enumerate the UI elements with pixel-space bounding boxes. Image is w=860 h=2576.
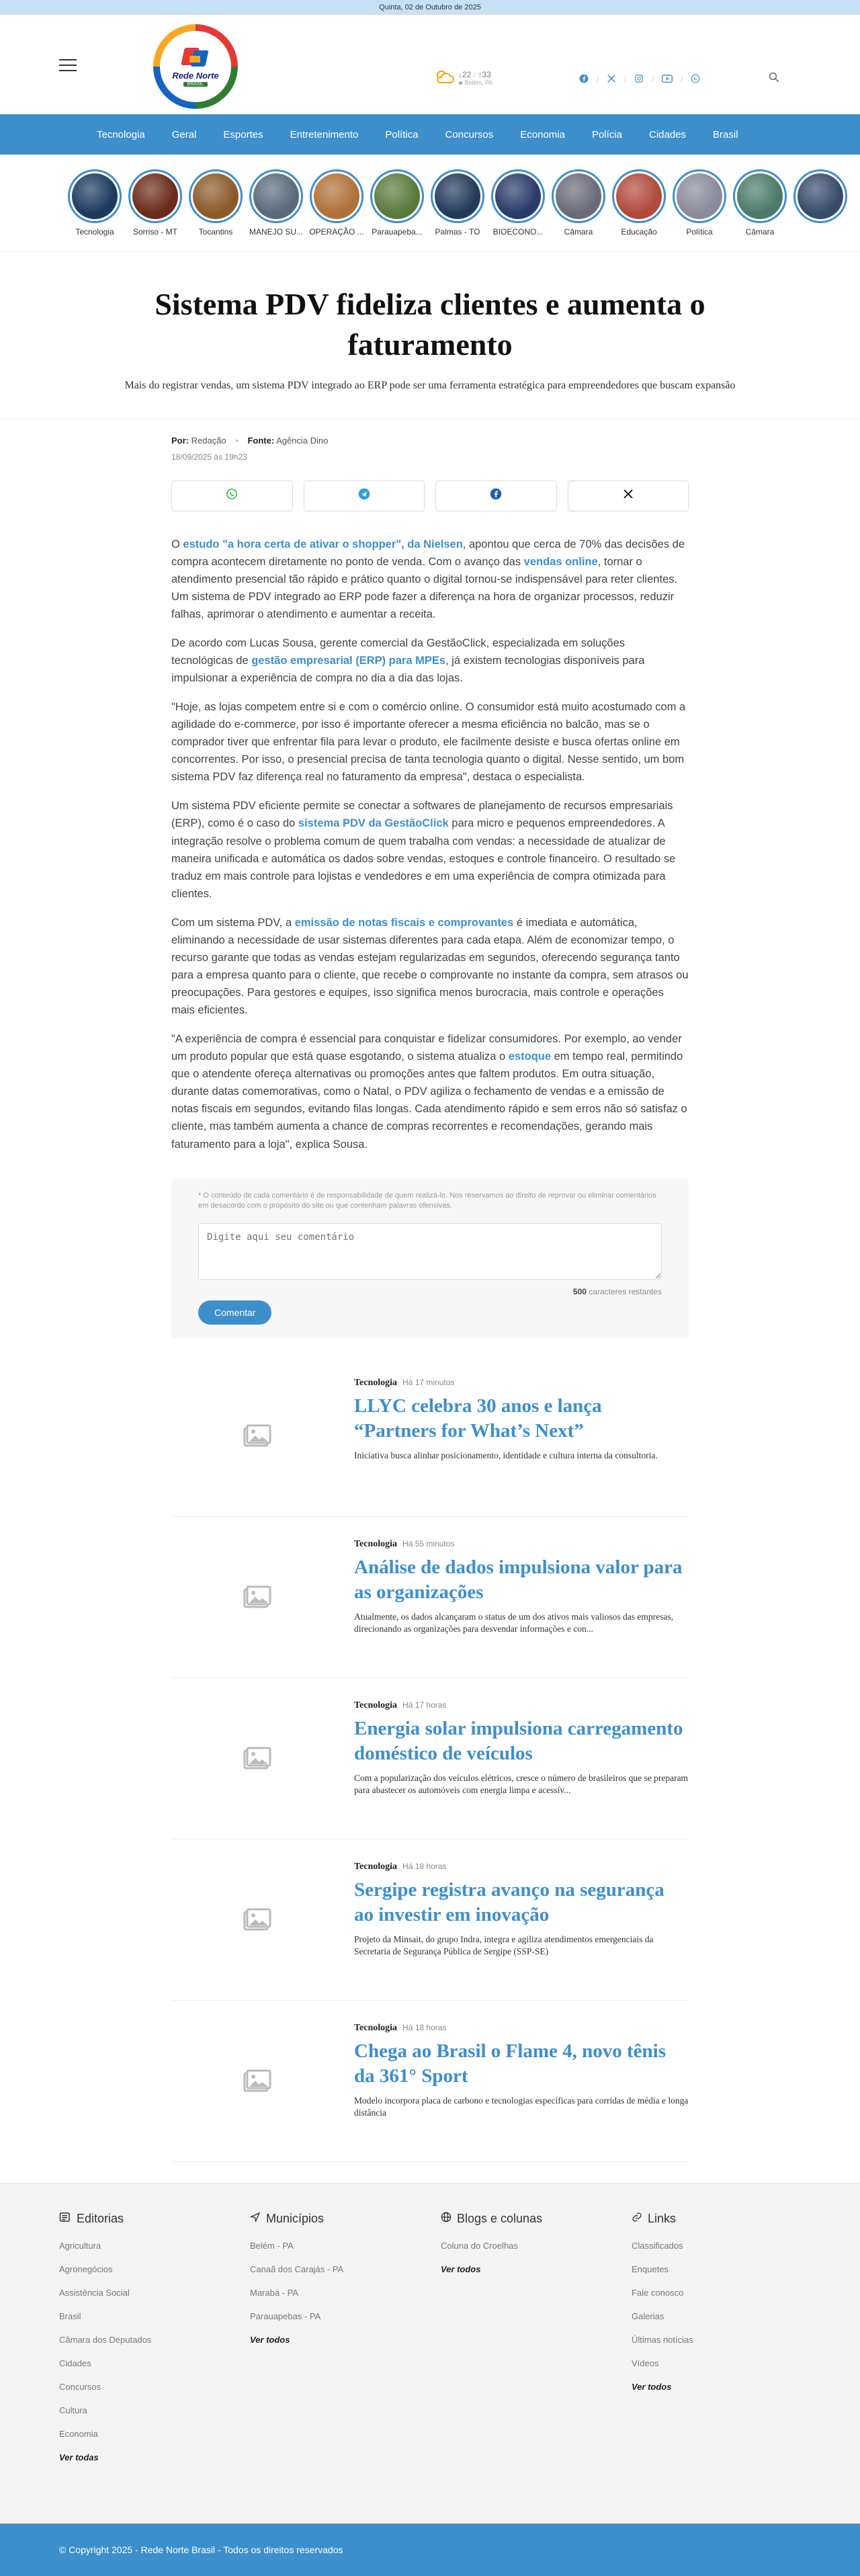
story-label: Parauapeba... [372, 227, 423, 237]
story-item[interactable] [306, 169, 367, 251]
telegram-icon [358, 488, 370, 503]
story-label: MANEJO SU... [249, 227, 303, 237]
invoice-link[interactable]: emissão de notas fiscais e comprovantes [294, 916, 514, 929]
footer-link[interactable]: Brasil [59, 2311, 81, 2321]
footer-link[interactable]: Últimas notícias [632, 2335, 693, 2345]
story-item[interactable] [488, 169, 548, 251]
related-title[interactable]: LLYC celebra 30 anos e lança “Partners for What’s Next” [354, 1395, 602, 1442]
char-count: 500 [572, 1287, 587, 1297]
stock-link[interactable]: estoque [508, 1050, 552, 1063]
facebook-icon[interactable] [579, 74, 589, 85]
nav-item-esportes[interactable]: Esportes [223, 128, 263, 140]
related-time: Há 18 horas [402, 1862, 447, 1872]
nav-item-concursos[interactable]: Concursos [445, 128, 494, 140]
related-description: Atualmente, os dados alcançaram o status de um dos ativos mais valiosos das empresas, direcionando as organizações para desvendar informações e con... [354, 1611, 674, 1634]
weather-max: 33 [482, 69, 491, 79]
link-icon [632, 2212, 642, 2226]
related-news [171, 1356, 689, 2162]
share-facebook-button[interactable] [435, 481, 557, 511]
story-avatar [68, 169, 122, 223]
story-label: Política [686, 227, 713, 237]
footer-col-editorias [59, 2212, 250, 2476]
story-item[interactable] [185, 169, 246, 251]
footer-col-blogs [441, 2212, 632, 2476]
related-category[interactable]: Tecnologia [354, 1862, 398, 1872]
footer-link[interactable]: Cultura [59, 2405, 87, 2415]
copyright-bar [0, 2524, 860, 2576]
footer-link[interactable]: Vídeos [632, 2358, 659, 2368]
stories-strip [0, 155, 860, 252]
menu-icon[interactable] [59, 59, 77, 71]
nav-item-tecnologia[interactable]: Tecnologia [97, 128, 145, 140]
nav-item-brasil[interactable]: Brasil [713, 128, 738, 140]
footer-link[interactable]: Economia [59, 2429, 98, 2439]
article-paragraph: De acordo com Lucas Sousa, gerente comercial da GestãoClick, especializada em soluções tecnológicas de gestão empresarial (ERP) para MPEs, já existem tecnologias disponíveis para impulsionar a experiência de compra no dia a dia das lojas. [171, 636, 645, 685]
weather-city: Belém, PA [464, 79, 493, 86]
related-article[interactable] [171, 1678, 689, 1839]
erp-link[interactable]: gestão empresarial (ERP) para MPEs [251, 654, 446, 667]
footer-link[interactable]: Agronegócios [59, 2264, 113, 2274]
related-time: Há 55 minutos [402, 1539, 455, 1549]
story-label: Tecnologia [75, 227, 114, 237]
story-item[interactable] [427, 169, 488, 251]
nav-item-economia[interactable]: Economia [520, 128, 565, 140]
footer-link[interactable]: Coluna do Croelhas [441, 2241, 518, 2251]
nav-item-politica[interactable]: Política [385, 128, 419, 140]
partly-cloudy-icon [434, 69, 454, 87]
footer-link[interactable]: Cidades [59, 2358, 91, 2368]
related-time: Há 17 minutos [402, 1378, 455, 1388]
logo-text: Rede Norte [172, 71, 219, 81]
related-article[interactable] [171, 2001, 689, 2162]
youtube-icon[interactable] [662, 74, 673, 85]
nav-item-cidades[interactable]: Cidades [648, 128, 687, 140]
comment-button[interactable]: Comentar [198, 1300, 271, 1325]
story-avatar [249, 169, 303, 223]
see-all-blogs-link[interactable]: Ver todos [441, 2264, 481, 2274]
share-bar [171, 481, 689, 511]
footer-heading: Blogs e colunas [457, 2212, 543, 2225]
weather-min-arrow-icon: ↓ [458, 69, 462, 79]
nav-item-policia[interactable]: Polícia [591, 128, 622, 140]
site-header [0, 15, 860, 114]
footer-link[interactable]: Fale conosco [632, 2288, 684, 2298]
story-avatar [431, 169, 484, 223]
story-item[interactable] [367, 169, 427, 251]
article-paragraph: O estudo "a hora certa de ativar o shopper", da Nielsen, apontou que cerca de 70% das decisões de compra acontecem diretamente no ponto de venda. Com o avanço das vendas online, tornar o atendimento presencial tão rápido e prático quanto o digital tornou-se indispensável para reter clientes. Um sistema de PDV integrado ao ERP pode fazer a diferença na hora de organizar processos, reduzir falhas, aprimorar o atendimento e aumentar a receita. [171, 538, 685, 620]
footer-heading: Links [648, 2212, 677, 2225]
article-body [171, 536, 689, 1153]
article-date: 18/09/2025 às 19h23 [171, 452, 247, 462]
article-subtitle: Mais do registrar vendas, um sistema PDV integrado ao ERP pode ser uma ferramenta estratégica para empreendedores que buscam expansão [124, 379, 736, 391]
article-paragraph: "A experiência de compra é essencial para conquistar e fidelizar consumidores. Por exemplo, ao vender um produto popular que está quase esgotando, o sistema atualiza o estoque em tempo real, permitindo que o atendente ofereça alternativas ou promoções antes que faltem produtos. Em outra situação, durante datas comemorativas, como o Natal, o PDV agiliza o fechamento de vendas e a emissão de notas fiscais em segundos, evitando filas longas. Cada atendimento rápido e sem erros não só satisfaz o cliente, mas também aumenta a chance de compras recorrentes e recomendações, gerando mais faturamento para a loja", explica Sousa. [171, 1033, 687, 1151]
footer-link[interactable]: Belém - PA [250, 2241, 294, 2251]
story-avatar [491, 169, 545, 223]
footer-link[interactable]: Parauapebas - PA [250, 2311, 321, 2321]
related-article[interactable] [171, 1839, 689, 2001]
source-value: Agência Dino [276, 435, 329, 446]
image-placeholder-icon[interactable] [171, 1860, 342, 1981]
weather-widget: ↓22 / ↑33 ◆ Belém, PA [434, 69, 492, 87]
copyright-text: © Copyright 2025 - Rede Norte Brasil - Todos os direitos reservados [59, 2544, 343, 2555]
article-title: Sistema PDV fideliza clientes e aumenta o faturamento [155, 287, 705, 362]
online-sales-link[interactable]: vendas online [523, 555, 598, 568]
story-avatar [612, 169, 666, 223]
comments-section [171, 1179, 689, 1339]
footer-link[interactable]: Classificados [632, 2241, 683, 2251]
story-avatar [673, 169, 726, 223]
footer-col-municipios [250, 2212, 441, 2476]
pdv-system-link[interactable]: sistema PDV da GestãoClick [298, 817, 449, 830]
weather-min: 22 [462, 69, 472, 79]
story-item[interactable] [609, 169, 669, 251]
image-placeholder-icon[interactable] [171, 2021, 342, 2142]
comments-disclaimer: * O conteúdo de cada comentário é de responsabilidade de quem realizá-lo. Nos reservamos ao direito de reprovar ou eliminar comentários em desacordo com o propósito do site ou que contenham palavras ofensivas. [198, 1191, 656, 1210]
related-description: Com a popularização dos veículos elétricos, cresce o número de brasileiros que se preparam para abastecer os automóveis com energia limpa e acessív... [354, 1772, 689, 1796]
byline-author: Redação [191, 435, 226, 446]
story-item[interactable] [730, 169, 790, 251]
logo-subtext: BRASIL [183, 82, 208, 87]
current-date: Quinta, 02 de Outubro de 2025 [379, 3, 481, 11]
related-category[interactable]: Tecnologia [354, 1700, 398, 1711]
see-all-editorias-link[interactable]: Ver todas [59, 2452, 99, 2462]
story-item[interactable] [548, 169, 609, 251]
story-label: Palmas - TO [435, 227, 480, 237]
share-whatsapp-button[interactable] [171, 481, 293, 511]
related-description: Iniciativa busca alinhar posicionamento, identidade e cultura interna da consultoria. [354, 1450, 658, 1460]
see-all-links-link[interactable]: Ver todos [632, 2382, 672, 2392]
source-label: Fonte: [247, 435, 275, 446]
related-title[interactable]: Análise de dados impulsiona valor para as organizações [354, 1556, 683, 1604]
related-article[interactable] [171, 1517, 689, 1678]
top-date-bar [0, 0, 860, 15]
related-category[interactable]: Tecnologia [354, 1378, 398, 1388]
footer-col-links [632, 2212, 822, 2476]
footer-link[interactable]: Enquetes [632, 2264, 669, 2274]
byline: Por: Redação • Fonte: Agência Dino [171, 435, 329, 446]
related-description: Projeto da Minsait, do grupo Indra, integra e agiliza atendimentos emergenciais da Secretaria de Segurança Pública de Sergipe (SSP-SE) [354, 1934, 654, 1957]
story-avatar [793, 169, 847, 223]
article-paragraph: "Hoje, as lojas competem entre si e com o comércio online. O consumidor está muito acostumado com a agilidade do e-commerce, por isso é importante oferecer a mesma eficiência no balcão, mas se o comprador tiver que enfrentar fila para levar o produto, ele facilmente desiste e busca ofertas online em concorrentes. Por isso, o presencial precisa de tanta tecnologia quanto o digital. Nesse sentido, um bom sistema PDV faz diferença real no faturamento da empresa", destaca o especialista. [171, 701, 686, 784]
byline-label: Por: [171, 435, 189, 446]
story-avatar [552, 169, 605, 223]
instagram-icon[interactable] [634, 74, 644, 85]
related-category[interactable]: Tecnologia [354, 1539, 398, 1550]
story-label: Câmara [745, 227, 775, 237]
main-nav [0, 114, 860, 155]
footer-link[interactable]: Marabá - PA [250, 2288, 299, 2298]
related-time: Há 17 horas [402, 1700, 447, 1710]
share-telegram-button[interactable] [304, 481, 425, 511]
article [171, 419, 689, 1153]
related-title[interactable]: Sergipe registra avanço na segurança ao investir em inovação [354, 1879, 664, 1926]
story-item[interactable] [246, 169, 306, 251]
related-article[interactable] [171, 1356, 689, 1517]
share-x-button[interactable] [568, 481, 689, 511]
footer-heading: Municípios [266, 2212, 325, 2225]
weather-max-arrow-icon: ↑ [478, 69, 482, 79]
story-avatar [733, 169, 787, 223]
story-label: Educação [621, 227, 657, 237]
nielsen-study-link[interactable]: estudo "a hora certa de ativar o shopper", da Nielsen [183, 538, 463, 550]
image-placeholder-icon[interactable] [171, 1376, 342, 1497]
footer-heading: Editorias [77, 2212, 124, 2225]
related-category[interactable]: Tecnologia [354, 2023, 398, 2034]
nav-item-entretenimento[interactable]: Entretenimento [290, 128, 359, 140]
image-placeholder-icon[interactable] [171, 1698, 342, 1819]
nav-item-geral[interactable]: Geral [171, 128, 197, 140]
story-item[interactable] [125, 169, 185, 251]
char-count-label: caracteres restantes [589, 1287, 662, 1297]
story-label: Sorriso - MT [133, 227, 177, 237]
story-avatar [370, 169, 424, 223]
related-description: Modelo incorpora placa de carbono e tecnologias específicas para corridas de média e longa distância [354, 2095, 689, 2118]
story-item[interactable] [669, 169, 730, 251]
story-label: OPERAÇÃO ... [309, 227, 364, 237]
globe-icon [441, 2212, 452, 2226]
facebook-icon [490, 488, 502, 503]
comment-input[interactable] [198, 1223, 662, 1280]
logo-mark-icon [180, 46, 211, 68]
whatsapp-icon [226, 488, 238, 503]
image-placeholder-icon[interactable] [171, 1537, 342, 1658]
article-paragraph: Com um sistema PDV, a emissão de notas fiscais e comprovantes é imediata e automática, eliminando a necessidade de usar sistemas diferentes para cada etapa. Além de economizar tempo, o recurso garante que todas as vendas estejam regularizadas em segundos, oferecendo segurança tanto para a empresa quanto para o cliente, que recebe o comprovante no instante da compra, sem atrasos ou preocupações. Para gestores e equipes, isso significa menos burocracia, mais controle e operações mais eficientes. [171, 916, 689, 1017]
site-footer [0, 2183, 860, 2524]
footer-link[interactable]: Câmara dos Deputados [59, 2335, 152, 2345]
see-all-municipios-link[interactable]: Ver todos [250, 2335, 290, 2345]
char-counter [198, 1287, 662, 1296]
article-paragraph: Um sistema PDV eficiente permite se conectar a softwares de planejamento de recursos empresariais (ERP), como é o caso do sistema PDV da GestãoClick para micro e pequenos empreendedores. A integração resolve o problema comum de quem trabalha com vendas: a necessidade de atualizar de maneira unificada e automática os dados sobre vendas, estoques e controle financeiro. O resultado se traduz em mais controle para lojistas e vendedores e em uma experiência de compra otimizada para clientes. [171, 800, 676, 900]
footer-link[interactable]: Canaã dos Carajás - PA [250, 2264, 344, 2274]
x-icon[interactable] [607, 74, 616, 85]
story-avatar [310, 169, 363, 223]
footer-link[interactable]: Galerias [632, 2311, 664, 2321]
location-pin-icon: ◆ [458, 79, 463, 86]
footer-link[interactable]: Concursos [59, 2382, 101, 2392]
story-item[interactable] [64, 169, 125, 251]
location-arrow-icon [250, 2212, 261, 2226]
whatsapp-icon[interactable] [691, 74, 700, 85]
related-title[interactable]: Energia solar impulsiona carregamento doméstico de veículos [354, 1718, 683, 1765]
x-icon [623, 489, 634, 503]
search-icon[interactable] [768, 71, 781, 85]
footer-link[interactable]: Assistência Social [59, 2288, 130, 2298]
story-item[interactable] [790, 169, 851, 251]
story-label: Tocantins [198, 227, 233, 237]
story-avatar [189, 169, 243, 223]
headline-area [0, 252, 860, 419]
story-label: BIOECONO... [492, 227, 544, 237]
story-avatar [128, 169, 182, 223]
related-title[interactable]: Chega ao Brasil o Flame 4, novo tênis da 361° Sport [354, 2040, 666, 2087]
footer-link[interactable]: Agricultura [59, 2241, 101, 2251]
newspaper-icon [59, 2212, 71, 2226]
related-time: Há 18 horas [402, 2023, 447, 2033]
social-links: / / / / [579, 74, 700, 85]
site-logo[interactable] [153, 24, 238, 109]
story-label: Câmara [564, 227, 593, 237]
